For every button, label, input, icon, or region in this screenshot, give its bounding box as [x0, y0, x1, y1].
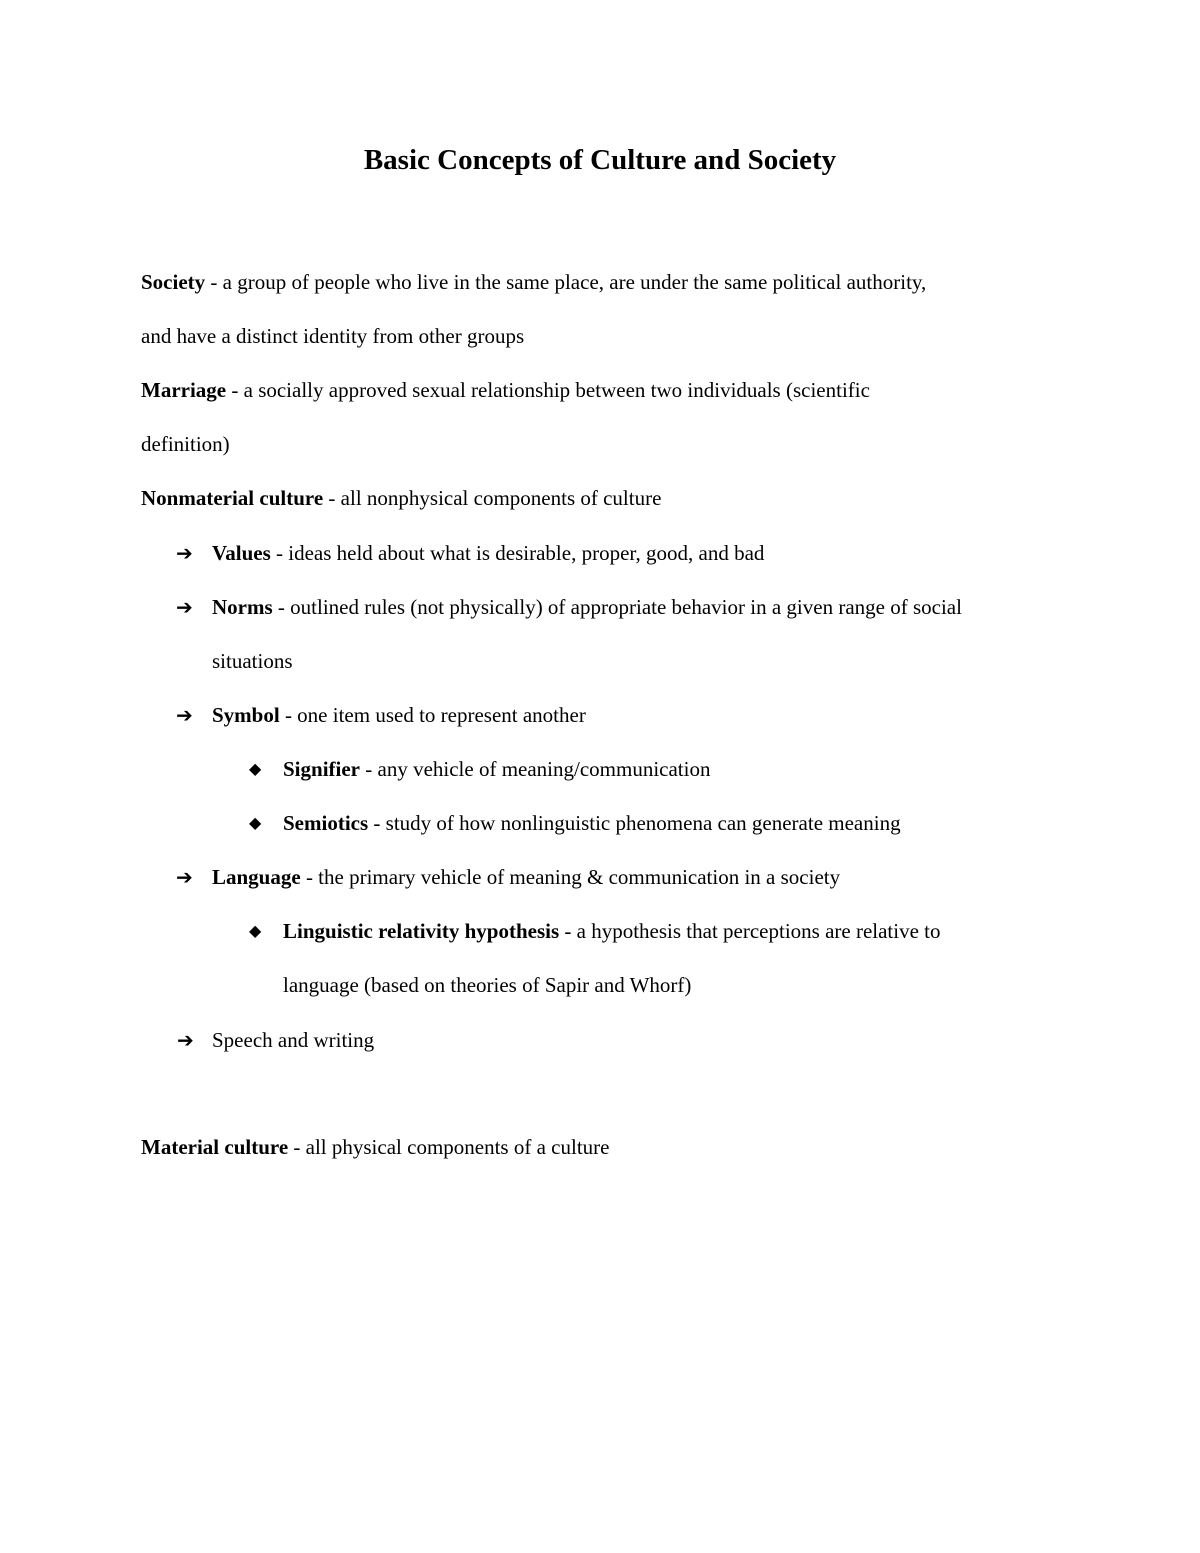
- nonmaterial-culture-definition: [141, 483, 661, 513]
- term-values: Values: [212, 541, 271, 565]
- term-material-culture: Material culture: [141, 1135, 289, 1159]
- language-definition: [212, 862, 840, 892]
- term-norms: Norms: [212, 595, 273, 619]
- symbol-definition-text: - one item used to represent another: [279, 703, 586, 727]
- diamond-bullet-icon: ◆: [249, 813, 262, 832]
- signifier-definition: [283, 754, 710, 784]
- speech-and-writing-item: Speech and writing: [212, 1028, 375, 1052]
- nonmaterial-culture-definition-text: - all nonphysical components of culture: [323, 486, 662, 510]
- arrow-bullet-icon: ➔: [176, 703, 193, 727]
- arrow-bullet-icon: ➔: [176, 541, 193, 565]
- society-definition-continued: and have a distinct identity from other groups: [141, 324, 525, 348]
- material-culture-definition: [141, 1132, 609, 1162]
- arrow-bullet-icon: ➔: [177, 1028, 194, 1052]
- term-semiotics: Semiotics: [283, 811, 369, 835]
- society-definition: [141, 267, 926, 297]
- semiotics-definition-text: - study of how nonlinguistic phenomena can generate meaning: [368, 811, 901, 835]
- arrow-bullet-icon: ➔: [176, 865, 193, 889]
- term-symbol: Symbol: [212, 703, 280, 727]
- arrow-bullet-icon: ➔: [176, 595, 193, 619]
- term-society: Society: [141, 270, 206, 294]
- diamond-bullet-icon: ◆: [249, 759, 262, 778]
- values-definition: [212, 538, 764, 568]
- diamond-bullet-icon: ◆: [249, 921, 262, 940]
- linguistic-relativity-definition-text: - a hypothesis that perceptions are relative to: [559, 919, 941, 943]
- marriage-definition: [141, 375, 870, 405]
- term-signifier: Signifier: [283, 757, 360, 781]
- page-title: Basic Concepts of Culture and Society: [363, 144, 837, 176]
- marriage-definition-text: - a socially approved sexual relationship between two individuals (scientific: [226, 378, 870, 402]
- material-culture-definition-text: - all physical components of a culture: [288, 1135, 610, 1159]
- term-linguistic-relativity: Linguistic relativity hypothesis: [283, 919, 560, 943]
- language-definition-text: - the primary vehicle of meaning & communication in a society: [300, 865, 841, 889]
- term-language: Language: [212, 865, 301, 889]
- linguistic-relativity-definition: [283, 916, 941, 946]
- linguistic-relativity-definition-continued: language (based on theories of Sapir and Whorf): [283, 973, 692, 997]
- semiotics-definition: [283, 808, 901, 838]
- values-definition-text: - ideas held about what is desirable, proper, good, and bad: [270, 541, 765, 565]
- term-marriage: Marriage: [141, 378, 227, 402]
- norms-definition: [212, 592, 962, 622]
- society-definition-text: - a group of people who live in the same place, are under the same political authority,: [205, 270, 927, 294]
- norms-definition-text: - outlined rules (not physically) of appropriate behavior in a given range of social: [272, 595, 962, 619]
- marriage-definition-continued: definition): [141, 432, 230, 456]
- signifier-definition-text: - any vehicle of meaning/communication: [360, 757, 711, 781]
- norms-definition-continued: situations: [212, 649, 293, 673]
- symbol-definition: [212, 700, 586, 730]
- term-nonmaterial-culture: Nonmaterial culture: [141, 486, 324, 510]
